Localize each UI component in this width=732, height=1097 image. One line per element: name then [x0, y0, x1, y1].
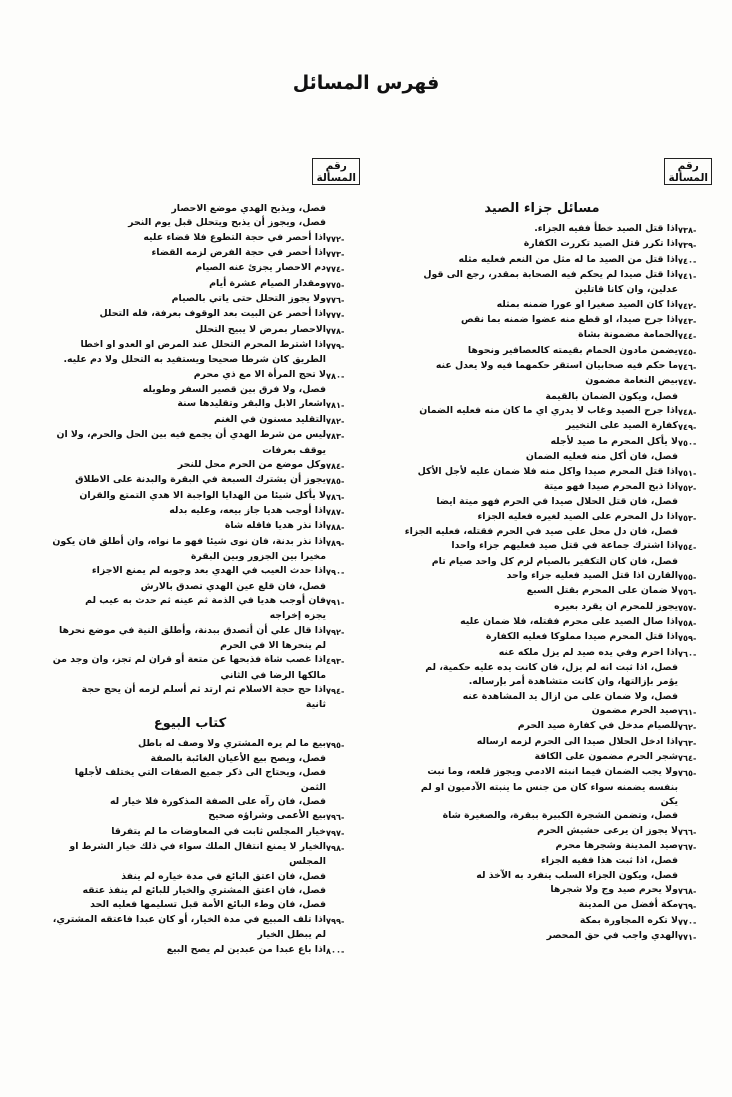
entry-number: ٤٩٣-: [326, 656, 345, 667]
index-entry: [372, 704, 712, 719]
entry-number: ٧٥١-: [678, 467, 697, 478]
entry-text: فصل، ويحتاج الى ذكر جميع الصفات التي يختلف لأجلها: [74, 767, 326, 779]
index-entry: [372, 898, 712, 913]
index-entry-continuation: [20, 698, 360, 712]
entry-text: اذا أوجب هديا جاز بيعه، وعليه بدله: [169, 504, 326, 516]
index-entry: [372, 914, 712, 929]
entry-text: اذا اشترك جماعة في قتل صيد فعليهم جزاء واحدا: [451, 540, 678, 552]
index-subentry: [372, 809, 712, 823]
index-entry: [372, 313, 712, 328]
entry-text: يضمن مادون الحمام بقيمته كالعصافير ونحوها: [467, 344, 678, 356]
entry-text: اذا كان الصيد صغيرا او عورا ضمنه بمثله: [496, 298, 678, 310]
index-entry-continuation: [20, 609, 360, 623]
index-entry: [20, 323, 360, 338]
index-entry: [20, 428, 360, 443]
entry-text: اذا قتل المحرم صيدا مملوكا فعليه الكفارة: [485, 631, 678, 643]
entry-text: بيع ما لم يره المشتري ولا وصف له باطل: [137, 737, 326, 749]
entry-text: فصل، فان كان التكفير بالصيام لزم كل واحد صيام تام: [431, 555, 678, 567]
entry-number: ٧٨٦-: [326, 491, 345, 502]
entry-text: صيد الحرم مضمون: [591, 705, 678, 716]
entry-text: يجوز أن يشترك السبعة في البقرة والبدنة على الاطلاق: [75, 474, 326, 486]
entry-text: الهدي واجب في حق المحصر: [546, 930, 678, 942]
index-entry: [372, 539, 712, 554]
index-entry: [372, 929, 712, 944]
entry-number: ٧٩٥-: [326, 739, 345, 750]
entry-number: ٧٤٠-: [678, 255, 697, 266]
index-subentry: [20, 795, 360, 809]
entry-text: اذا حج حجة الاسلام ثم ارتد ثم أسلم لزمه أن يحج حجة: [81, 684, 326, 695]
entry-text: فصل، فان أكل منه فعليه الضمان: [525, 451, 678, 463]
entry-number: ٧٨٣-: [326, 431, 345, 442]
index-entry: [20, 307, 360, 322]
entry-number: ٧٥٧-: [678, 602, 697, 613]
index-entry: [20, 840, 360, 855]
index-subentry: [372, 690, 712, 704]
index-entry: [372, 600, 712, 615]
index-entry: [20, 368, 360, 383]
number-header-line2: المسألة: [668, 172, 708, 184]
entry-text: ولا يجب الضمان فيما انبته الادمي ويجوز قلعه، وما نبت: [427, 766, 678, 778]
entry-text: الاحصار بمرض لا يبيح التحلل: [195, 323, 326, 335]
index-entry: [372, 615, 712, 630]
index-subentry: [20, 766, 360, 780]
entry-number: ٧٦٥-: [678, 768, 697, 779]
entry-text: فصل، فان قتل الحلال صيدا في الحرم فهو ميتة ايضا: [436, 496, 678, 508]
entry-number: ٧٧٥-: [326, 279, 345, 290]
entry-number: ٧٧٦-: [326, 295, 345, 306]
entry-text: فصل، فان وطء البائع الأمة قبل تسليمها فعليه الحد: [90, 899, 326, 911]
entry-number: ٧٩٦-: [326, 812, 345, 823]
entry-text: لا يأكل شيئا من الهدايا الواجبة الا هدي التمتع والقران: [79, 489, 326, 501]
entry-list: [20, 202, 360, 713]
entry-text: اذا غصب شاة فذبحها عن متعة أو قران لم تجز، وان وجد من: [52, 654, 326, 666]
index-entry: [372, 222, 712, 237]
entry-text: يوقف بعرفات: [262, 444, 326, 456]
entry-text: اذا جرح صيدا، او قطع منه عضوا ضمنه بما نقص: [460, 314, 678, 326]
entry-text: فان أوجب هديا في الذمة ثم عينه ثم حدث به عيب لم: [85, 594, 326, 606]
index-entry: [20, 653, 360, 668]
index-entry-continuation: [20, 928, 360, 942]
index-entry: [372, 630, 712, 645]
number-header-line1: رقم: [325, 160, 347, 172]
entry-text: اذا صال الصيد على محرم فقتله، فلا ضمان عليه: [460, 615, 678, 627]
index-entry: [20, 458, 360, 473]
entry-text: لم يبطل الخيار: [257, 929, 326, 941]
entry-text: فصل، ولا ضمان على من ازال يد المشاهدة عنه: [462, 690, 678, 702]
entry-number: ٧٧٢-: [326, 233, 345, 244]
entry-text: اشعار الابل والبقر وتقليدها سنة: [177, 398, 326, 410]
index-entry: [372, 480, 712, 495]
entry-text: فصل، فان رآه على الصفة المذكورة فلا خيار له: [109, 796, 326, 808]
index-entry: [372, 359, 712, 374]
entry-number: ٧٨٧-: [326, 506, 345, 517]
index-entry-continuation: [372, 781, 712, 795]
entry-text: اذا أحصر في حجة التطوع فلا قضاء عليه: [143, 231, 326, 243]
entry-number: ٧٨٩-: [326, 537, 345, 548]
entry-number: ٧٥٣-: [678, 512, 697, 523]
entry-number: ٧٩٢-: [326, 626, 345, 637]
entry-number: ٧٤١-: [678, 271, 697, 282]
entry-text: مكة أفضل من المدينة: [578, 899, 678, 911]
entry-number: ٧٦٠-: [678, 648, 697, 659]
number-header-box: [664, 158, 712, 185]
entry-text: اذا قتل صيدا لم يحكم فيه الصحابة بمقدر، رجع الى قول: [423, 269, 678, 281]
number-header-box: [312, 158, 360, 185]
index-entry: [20, 594, 360, 609]
entry-text: فصل، ويجوز أن يذبح ويتحلل قبل يوم النحر: [128, 217, 326, 229]
entry-text: فصل، فان دل محل على صيد في الحرم فقتله، فعليه الجزاء: [404, 525, 678, 537]
entry-number: ٧٦٤-: [678, 753, 697, 764]
index-entry-continuation: [20, 781, 360, 795]
index-entry: [20, 564, 360, 579]
index-entry-continuation: [20, 855, 360, 869]
column-header: [20, 158, 360, 198]
entry-text: عدلين، وان كانا قاتلين: [574, 284, 678, 296]
entry-text: القارن اذا قتل الصيد فعليه جزاء واحد: [506, 569, 678, 581]
column-header: [372, 158, 712, 198]
entry-text: اذا ادخل الحلال صيدا الى الحرم لزمه ارساله: [476, 735, 678, 747]
entry-number: ٧٤٧-: [678, 377, 697, 388]
entry-text: الثمن: [300, 781, 326, 793]
entry-number: ٧٧٣-: [326, 249, 345, 260]
index-entry: [372, 268, 712, 283]
index-entry: [20, 943, 360, 958]
index-entry: [20, 473, 360, 488]
index-entry: [372, 719, 712, 734]
index-subentry: [20, 383, 360, 397]
index-column-left: [20, 158, 360, 958]
index-entry: [372, 344, 712, 359]
entry-number: ٧٦٩-: [678, 901, 697, 912]
index-entry: [20, 809, 360, 824]
entry-number: ٧٤٥-: [678, 346, 697, 357]
index-entry: [372, 298, 712, 313]
entry-text: اذا نذر بدنة، فان نوى شيئا فهو ما نواه، وان أطلق فان يكون: [52, 535, 326, 547]
index-entry: [20, 624, 360, 639]
entry-text: لا تحج المرأة الا مع ذي محرم: [193, 368, 326, 380]
index-column-right: [372, 158, 712, 945]
entry-text: ثانية: [305, 699, 326, 711]
entry-text: فصل، فان اعتق البائع في مدة خياره لم ينفذ: [121, 870, 326, 882]
entry-number: ٧٥٥-: [678, 571, 697, 582]
page-title: فهرس المسائل: [292, 72, 440, 94]
index-subentry: [372, 854, 712, 868]
index-subentry: [372, 390, 712, 404]
entry-number: ٧٨٨-: [326, 522, 345, 533]
index-entry: [372, 237, 712, 252]
entry-text: بيض النعامة مضمون: [585, 375, 678, 387]
entry-number: ٧٩٧-: [326, 827, 345, 838]
index-subentry: [372, 555, 712, 569]
entry-number: ٧٦٣-: [678, 737, 697, 748]
index-entry: [372, 404, 712, 419]
index-entry: [20, 913, 360, 928]
index-entry: [372, 569, 712, 584]
index-entry: [20, 683, 360, 698]
entry-text: المجلس: [289, 856, 326, 868]
index-entry-continuation: [20, 353, 360, 367]
entry-text: وكل موضع من الحرم محل للنحر: [177, 458, 326, 470]
entry-text: بنفسه يضمنه سواء كان من جنس ما ينبته الآدميون او لم: [420, 781, 678, 793]
entry-number: ٧٩٨-: [326, 843, 345, 854]
entry-text: فصل، وتضمن الشجرة الكبيرة ببقرة، والصغيرة شاة: [442, 810, 678, 822]
index-entry-continuation: [20, 639, 360, 653]
index-entry-continuation: [20, 444, 360, 458]
index-entry: [372, 435, 712, 450]
index-entry: [20, 535, 360, 550]
entry-number: ٧٤٣-: [678, 316, 697, 327]
entry-number: ٧٦٢-: [678, 722, 697, 733]
entry-text: لم ينحرها الا في الحرم: [220, 639, 326, 651]
index-entry: [372, 510, 712, 525]
index-entry-continuation: [20, 669, 360, 683]
entry-number: ٧٧٠-: [678, 916, 697, 927]
entry-text: اذا تكرر قتل الصيد تكررت الكفارة: [523, 238, 678, 250]
entry-text: خيار المجلس ثابت في المعاوضات ما لم يتفرقا: [111, 825, 326, 837]
entry-number: ٧٥٩-: [678, 633, 697, 644]
index-entry: [20, 261, 360, 276]
entry-text: ومقدار الصيام عشرة أيام: [209, 277, 326, 289]
entry-number: ٨٠٠-: [326, 945, 345, 956]
entry-text: لا ضمان على المحرم بقتل السبع: [526, 585, 678, 597]
entry-text: فصل، ويذبح الهدي موضع الاحصار: [171, 203, 326, 214]
index-entry: [20, 504, 360, 519]
entry-number: ٧٨٥-: [326, 476, 345, 487]
index-subentry: [20, 752, 360, 766]
index-subentry: [20, 580, 360, 594]
index-entry: [20, 413, 360, 428]
entry-text: يجوز للمحرم ان يقرد بعيره: [554, 600, 678, 612]
entry-text: اذا قال علي أن أتصدق ببدنة، وأطلق النية في موضع نحرها: [58, 624, 326, 636]
number-header-line1: رقم: [677, 160, 699, 172]
index-entry-continuation: [372, 675, 712, 689]
entry-number: ٧٥٢-: [678, 482, 697, 493]
entry-text: اذا أحصر عن البيت بعد الوقوف بعرفة، فله التحلل: [99, 308, 326, 320]
entry-text: يجزه إخراجه: [269, 610, 326, 622]
entry-text: لا يجوز ان يرعى حشيش الحرم: [537, 824, 678, 836]
entry-number: ٧٧٩-: [326, 341, 345, 352]
index-subentry: [20, 884, 360, 898]
index-entry: [20, 338, 360, 353]
entry-text: التقليد مسنون في الغنم: [213, 413, 326, 425]
entry-text: بيع الأعمى وشراؤه صحيح: [208, 810, 326, 822]
entry-text: اذا حدث العيب في الهدي بعد وجوبه لم يمنع الاجزاء: [91, 565, 326, 577]
entry-number: ٧٧٤-: [326, 264, 345, 275]
index-entry: [20, 825, 360, 840]
entry-number: ٧٦٨-: [678, 886, 697, 897]
entry-number: ٧٥٨-: [678, 617, 697, 628]
entry-number: ٧٣٨-: [678, 225, 697, 235]
entry-number: ٧٥٦-: [678, 587, 697, 598]
entry-text: يكن: [660, 796, 678, 808]
index-entry: [20, 519, 360, 534]
entry-number: ٧٦٧-: [678, 842, 697, 853]
entry-number: ٧٥٠-: [678, 437, 697, 448]
entry-number: ٧٧٨-: [326, 325, 345, 336]
entry-text: كفارة الصيد على التخيير: [565, 420, 678, 432]
entry-number: ٧٥٤-: [678, 542, 697, 553]
entry-number: ٧٩٩-: [326, 915, 345, 926]
index-entry: [372, 419, 712, 434]
entry-number: ٧٤٩-: [678, 422, 697, 433]
index-subentry: [372, 661, 712, 675]
entry-text: مالكها الرضا في الثاني: [220, 669, 326, 681]
entry-number: ٧٨١-: [326, 400, 345, 411]
entry-text: فصل، اذا ثبت هذا ففيه الجزاء: [541, 855, 678, 867]
index-entry: [372, 750, 712, 765]
index-entry-continuation: [372, 795, 712, 809]
entry-text: اذا قتل من الصيد ما له مثل من النعم فعليه مثله: [458, 253, 678, 265]
entry-text: فصل، ولا فرق بين قصير السفر وطويله: [142, 384, 326, 396]
index-entry: [20, 246, 360, 261]
index-entry: [372, 253, 712, 268]
index-entry: [372, 735, 712, 750]
index-entry: [372, 839, 712, 854]
entry-text: الطريق كان شرطا صحيحا ويستفيد به التحلل ولا دم عليه.: [63, 354, 326, 366]
entry-number: ٧٦١-: [678, 707, 697, 717]
index-entry: [20, 292, 360, 307]
entry-text: فصل، اذا ثبت انه لم يزل، فان كانت يده عليه حكمية، لم: [425, 661, 678, 673]
entry-list: [20, 737, 360, 958]
entry-text: اذا ذبح المحرم صيدا فهو ميتة: [544, 480, 678, 492]
index-entry: [20, 489, 360, 504]
index-subentry: [372, 525, 712, 539]
index-entry: [20, 231, 360, 246]
entry-text: اذا نذر هديا فاقله شاة: [224, 520, 326, 532]
index-entry: [372, 374, 712, 389]
entry-text: الخيار لا يمنع انتقال الملك سواء في ذلك خيار الشرط او: [69, 841, 326, 853]
entry-text: ما حكم فيه صحابيان استقر حكمهما فيه ولا يعدل عنه: [435, 360, 678, 372]
index-entry: [20, 737, 360, 752]
index-entry: [372, 883, 712, 898]
entry-text: اذا أحصر في حجة الفرض لزمه القضاء: [151, 247, 326, 259]
entry-number: ٧٧٧-: [326, 310, 345, 321]
entry-text: اذا اشترط المحرم التحلل عند المرض او العدو او اخطا: [80, 339, 326, 351]
entry-text: اذا قتل الصيد خطأ ففيه الجزاء.: [534, 223, 678, 234]
index-entry: [20, 277, 360, 292]
entry-text: لا تكره المجاورة بمكة: [579, 914, 678, 926]
entry-number: ٧٤٤-: [678, 331, 697, 342]
section-title: مسائل جزاء الصيد: [484, 201, 600, 216]
index-entry: [372, 646, 712, 661]
entry-text: الحمامة مضمونة بشاة: [578, 329, 678, 341]
entry-text: اذا احرم وفي يده صيد لم يزل ملكه عنه: [498, 646, 678, 658]
index-entry-continuation: [20, 550, 360, 564]
entry-text: يؤمر بإزالتها، وان كانت متشاهدة أمر بإرساله.: [468, 676, 678, 688]
entry-number: ٧٧١-: [678, 932, 697, 943]
index-entry: [372, 465, 712, 480]
entry-text: اذا جرح الصيد وغاب لا يدري اي ما كان منه فعليه الضمان: [419, 405, 678, 417]
index-subentry: [372, 869, 712, 883]
entry-text: صيد المدينة وشجرها محرم: [555, 840, 678, 852]
entry-text: فصل، ويكون الجزاء السلب ينفرد به الآخذ له: [476, 869, 678, 881]
index-subentry: [20, 898, 360, 912]
index-entry: [372, 824, 712, 839]
entry-number: ٧٩٤-: [326, 686, 345, 696]
index-entry: [372, 328, 712, 343]
entry-number: ٧٦٦-: [678, 826, 697, 837]
entry-number: ٧٤٦-: [678, 362, 697, 373]
entry-text: ليس من شرط الهدي أن يجمع فيه بين الحل والحرم، ولا ان: [56, 429, 326, 441]
index-entry: [20, 397, 360, 412]
entry-text: للصيام مدخل في كفارة صيد الحرم: [517, 720, 678, 732]
index-entry: [372, 765, 712, 780]
index-subentry: [20, 202, 360, 216]
entry-text: ولا يحرم صيد وج ولا شجرها: [550, 884, 678, 896]
index-entry-continuation: [372, 283, 712, 297]
index-entry: [372, 584, 712, 599]
entry-text: اذا تلف المبيع في مدة الخيار، أو كان عبدا فاعتقه المشتري،: [52, 913, 326, 925]
entry-text: فصل، ويصح بيع الأعيان الغائبة بالصفة: [150, 753, 326, 765]
entry-number: ٧٣٩-: [678, 240, 697, 251]
entry-number: ٧٨٤-: [326, 460, 345, 471]
entry-number: ٧٩٠-: [326, 567, 345, 578]
index-subentry: [372, 450, 712, 464]
entry-text: اذا قتل المحرم صيدا واكل منه فلا ضمان عليه لأجل الأكل: [417, 465, 678, 477]
entry-text: شجر الحرم مضمون على الكافة: [534, 751, 678, 763]
entry-number: ٧٨٢-: [326, 415, 345, 426]
entry-text: اذا باع عبدا من عبدين لم يصح البيع: [166, 943, 326, 955]
entry-text: ولا يجوز التحلل حتى ياتي بالصيام: [171, 293, 326, 305]
entry-text: فصل، فان اعتق المشتري والخيار للبائع لم ينفذ عتقه: [82, 885, 326, 897]
section-title: كتاب البيوع: [153, 715, 227, 731]
index-subentry: [20, 216, 360, 230]
number-header-line2: المسألة: [316, 172, 356, 184]
entry-number: ٧٤٨-: [678, 407, 697, 418]
entry-list: [372, 222, 712, 945]
entry-text: مخيرا بين الجزور وبين البقرة: [190, 550, 326, 562]
entry-text: اذا دل المحرم على الصيد لغيره فعليه الجزاء: [477, 510, 678, 522]
entry-text: فصل، فان قلع عين الهدي تصدق بالارش: [140, 580, 326, 592]
entry-number: ٧٨٠-: [326, 370, 345, 381]
entry-text: فصل، ويكون الضمان بالقيمة: [545, 390, 678, 402]
entry-number: ٧٤٢-: [678, 300, 697, 311]
index-subentry: [372, 495, 712, 509]
entry-text: لا يأكل المحرم ما صيد لأجله: [550, 435, 678, 447]
entry-text: دم الاحصار يجزئ عنه الصيام: [195, 262, 326, 274]
index-subentry: [20, 870, 360, 884]
entry-number: ٧٩١-: [326, 596, 345, 607]
